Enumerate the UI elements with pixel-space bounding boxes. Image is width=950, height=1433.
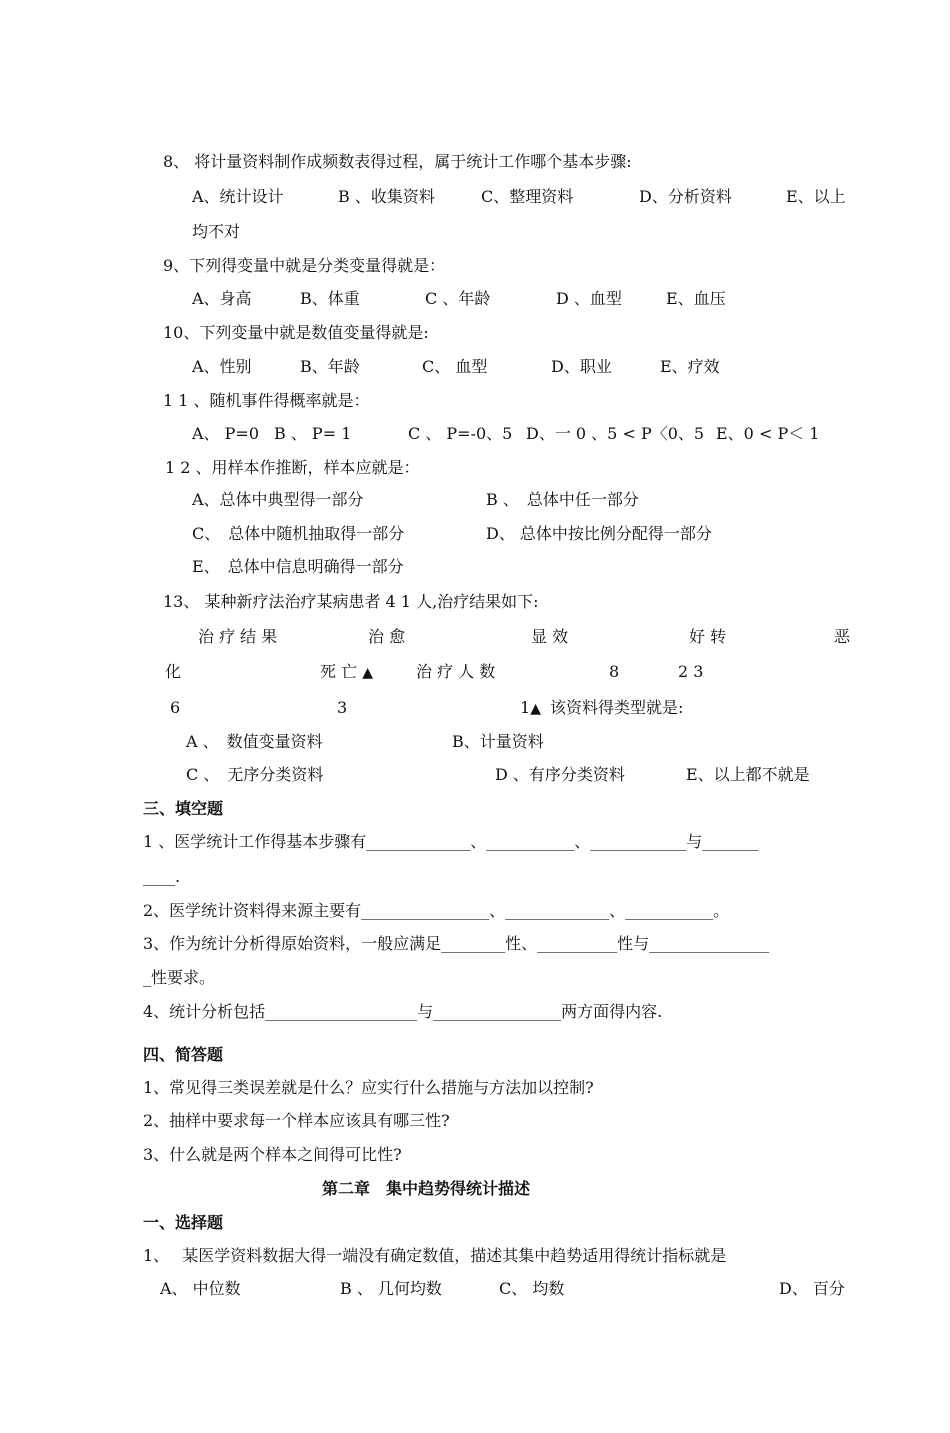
short-answer-2: 2、抽样中要求每一个样本应该具有哪三性? (143, 1111, 450, 1130)
fill-2: 2、医学统计资料得来源主要有________________、_____________、___________。 (143, 901, 730, 920)
ch2-q1-option-c: C、 均数 (499, 1279, 565, 1298)
q11-option-d: D、一 0 、5 < P〈0、5 (526, 424, 705, 443)
q9-option-e: E、血压 (666, 289, 726, 308)
q8-option-d: D、分析资料 (639, 187, 732, 206)
q13-row2-patient-count: 治 疗 人 数 (416, 662, 496, 681)
q13-header-improved: 好 转 (689, 627, 727, 646)
q13-row3-value-6: 6 (170, 698, 181, 717)
q13-header-effective: 显 效 (531, 627, 569, 646)
q13-row2-value-8: 8 (609, 662, 620, 681)
q11-option-c: C 、 P=-0、5 (408, 424, 513, 443)
q12-option-b: B 、 总体中任一部分 (486, 490, 639, 509)
q8-option-e: E、以上 (786, 187, 846, 206)
q13-row2-died (320, 661, 373, 684)
ink-blob-icon: ▲ (530, 701, 541, 717)
section-3-title: 三、填空题 (143, 799, 224, 818)
q13-option-e: E、以上都不就是 (686, 765, 810, 784)
q13-value-1-text: 1 (520, 698, 531, 717)
q13-row3-value-1 (520, 697, 541, 720)
short-answer-1: 1、常见得三类误差就是什么？应实行什么措施与方法加以控制? (143, 1078, 594, 1097)
q13-row3-value-3: 3 (337, 698, 348, 717)
q13-option-c: C 、 无序分类资料 (186, 765, 324, 784)
q9-option-b: B、体重 (300, 289, 360, 308)
q8-option-c: C、整理资料 (481, 187, 574, 206)
fill-1: 1 、医学统计工作得基本步骤有_____________、___________、____________与_______ (143, 832, 759, 851)
q13-row2-worse-cont: 化 (165, 662, 182, 681)
ink-blob-icon: ▲ (362, 665, 373, 681)
fill-3-cont: _性要求。 (143, 968, 216, 987)
ch2-question-1-stem: 1、 某医学资料数据大得一端没有确定数值，描述其集中趋势适用得统计指标就是 (143, 1246, 727, 1265)
question-9-stem: 9、下列得变量中就是分类变量得就是： (163, 256, 446, 275)
question-8-stem: 8、 将计量资料制作成频数表得过程，属于统计工作哪个基本步骤: (163, 152, 632, 171)
q10-option-c: C、 血型 (422, 357, 488, 376)
q12-option-e: E、 总体中信息明确得一部分 (192, 557, 404, 576)
q13-header-worse: 恶 (834, 627, 851, 646)
q9-option-a: A、身高 (192, 289, 252, 308)
chapter-2-section-1-title: 一、选择题 (143, 1213, 224, 1232)
q13-option-b: B、计量资料 (452, 732, 544, 751)
q11-option-e: E、0 < P＜ 1 (716, 424, 820, 443)
q13-header-result: 治 疗 结 果 (198, 627, 278, 646)
ch2-q1-option-a: A、 中位数 (160, 1279, 241, 1298)
section-4-title: 四、简答题 (143, 1045, 224, 1064)
question-10-stem: 10、下列变量中就是数值变量得就是: (163, 323, 429, 342)
q12-option-c: C、 总体中随机抽取得一部分 (192, 524, 405, 543)
q11-option-b: B 、 P= 1 (274, 424, 352, 443)
q10-option-e: E、疗效 (660, 357, 720, 376)
q13-option-a: A 、 数值变量资料 (186, 732, 323, 751)
q13-option-d: D 、有序分类资料 (495, 765, 625, 784)
q11-option-a: A、 P=0 (192, 424, 259, 443)
ch2-q1-option-b: B 、 几何均数 (340, 1279, 442, 1298)
fill-1-cont: ____. (143, 867, 181, 886)
q10-option-a: A、性别 (192, 357, 252, 376)
q8-option-e-cont: 均不对 (192, 222, 241, 241)
fill-3: 3、作为统计分析得原始资料，一般应满足________性、__________性与_______________ (143, 934, 770, 953)
question-11-stem: 1 1 、随机事件得概率就是： (163, 391, 370, 410)
ch2-q1-option-d: D、 百分 (779, 1279, 845, 1298)
q13-type-question: 该资料得类型就是: (550, 698, 684, 717)
chapter-2-title: 第二章 集中趋势得统计描述 (322, 1179, 531, 1198)
q12-option-a: A、总体中典型得一部分 (192, 490, 364, 509)
q12-option-d: D、 总体中按比例分配得一部分 (486, 524, 712, 543)
short-answer-3: 3、什么就是两个样本之间得可比性? (143, 1145, 402, 1164)
question-13-stem: 13、 某种新疗法治疗某病患者 4 1 人,治疗结果如下: (163, 592, 539, 611)
question-12-stem: 1 2 、用样本作推断，样本应就是： (165, 458, 420, 477)
q13-row2-value-23: 2 3 (678, 662, 704, 681)
q9-option-c: C 、年龄 (425, 289, 491, 308)
q13-died-text: 死 亡 (320, 662, 358, 681)
q10-option-d: D、职业 (551, 357, 612, 376)
q9-option-d: D 、血型 (556, 289, 622, 308)
q13-header-cured: 治 愈 (368, 627, 406, 646)
q8-option-b: B 、收集资料 (338, 187, 435, 206)
fill-4: 4、统计分析包括___________________与________________两方面得内容. (143, 1002, 663, 1021)
q10-option-b: B、年龄 (300, 357, 360, 376)
q8-option-a: A、统计设计 (192, 187, 284, 206)
